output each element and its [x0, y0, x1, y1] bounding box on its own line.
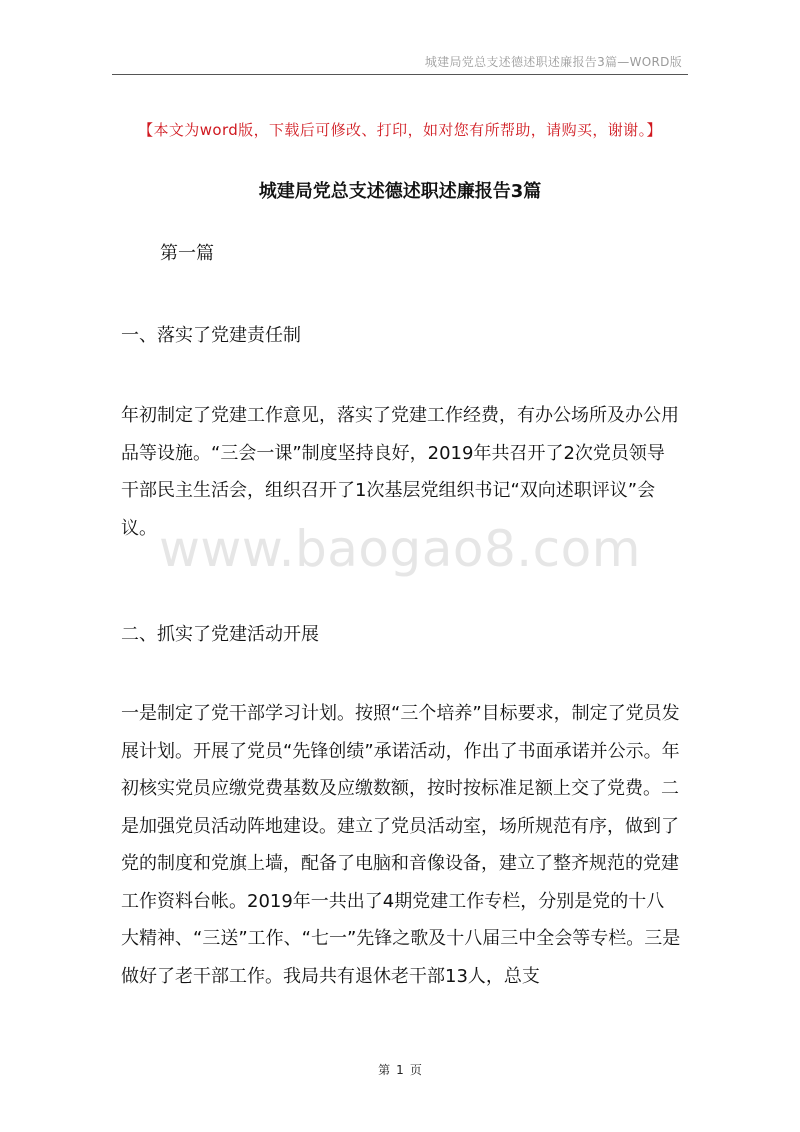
heading-2: 二、抓实了党建活动开展 [121, 624, 319, 645]
watermark: www.baogao8.com [159, 520, 641, 578]
paragraph-2: 一是制定了党干部学习计划。按照“三个培养”目标要求，制定了党员发展计划。开展了党员“先锋创绩”承诺活动，作出了书面承诺并公示。年初核实党员应缴党费基数及应缴数额，按时按标准足额上交了党费。二是加强党员活动阵地建设。建立了党员活动室，场所规范有序，做到了党的制度和党旗上墙，配备了电脑和音像设备，建立了整齐规范的党建工作资料台帐。2019年一共出了4期党建工作专栏，分别是党的十八大精神、“三送”工作、“七一”先锋之歌及十八届三中全会等专栏。三是做好了老干部工作。我局共有退休老干部13人，总支 [121, 703, 681, 987]
document-title: 城建局党总支述德述职述廉报告3篇 [258, 181, 542, 202]
section-label: 第一篇 [160, 243, 214, 264]
heading-1: 一、落实了党建责任制 [121, 325, 301, 346]
footer-prefix: 第 [378, 1063, 391, 1077]
page-footer [0, 1061, 800, 1078]
download-notice: 【本文为word版，下载后可修改、打印，如对您有所帮助，请购买，谢谢。】 [138, 121, 662, 139]
page-number: 1 [396, 1063, 404, 1077]
footer-suffix: 页 [409, 1063, 422, 1077]
paragraph-1: 年初制定了党建工作意见，落实了党建工作经费，有办公场所及办公用品等设施。“三会一课”制度坚持良好，2019年共召开了2次党员领导干部民主生活会，组织召开了1次基层党组织书记“双向述职评议”会议。 [121, 405, 679, 539]
running-header: 城建局党总支述德述职述廉报告3篇—WORD版 [424, 55, 682, 69]
header-divider [112, 74, 688, 75]
